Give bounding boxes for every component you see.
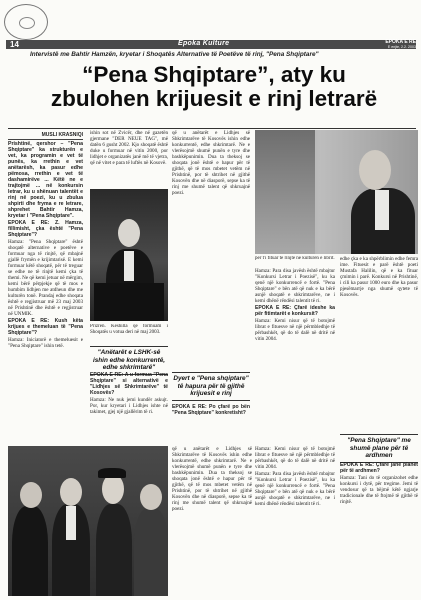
- column-5-text: edhe çka e ka shpërblimin edhe femra ime. Fituesit e parë është poeti Mustafa Halilin, që e ka fituar çmimin i parë. Konkursi në Prishtinë, i cili ka pasur 1000 euro dhe ka pasur pjesëmarrje nga shumë qytete të Kosovës.: [340, 256, 418, 298]
- column-1-answer-1: Hamza: "Pena Shqiptare" është shoqatë alternative e poetëve e formuar nga të rinjtë, që mbajnë gjallë frymën e krijimtarisë. E kemi formuar këtë shoqatë, për të treguar se edhe ne të rinjtë kemi çka të themi. Ne që kemi jetuar në mërgim, kemi bërë përpjekje që të mos e humbim lidhjen me atdheun dhe me kulturën tonë. Prandaj edhe shoqata është e regjistruar më 23 maj 2003 në Prishtinë dhe është e regjistruar në UNMIK.: [8, 239, 83, 317]
- column-1-question-2: EPOKA E RE: Kush këta krijues e themeluan të "Pena Shqiptare"?: [8, 318, 83, 336]
- column-4: [255, 268, 335, 444]
- column-2-bottom: [90, 372, 168, 444]
- portrait-photo-caption: për t'i fituar të rinjtë në kulturën e librit.: [255, 256, 335, 261]
- pull-quote-1: "Anëtarët e LSHK-së ishin edhe konkurrentë, edhe shkrimtarë": [90, 346, 168, 375]
- speaker-photo-caption: Prizren. Këshilla që formuam i Shoqatës u votua deri në maj 2003.: [90, 324, 168, 335]
- section-name: Epoka Kulture: [178, 40, 230, 47]
- pull-quote-3: "Pena Shqiptare" me shumë plane për të ardhmen: [340, 434, 418, 463]
- column-5: [340, 256, 418, 432]
- column-4-answer: Hamza: Kemi nisur që të botojmë librat e fituesve në një përmbledhje të përbashkët, që do të dalë në dritë në vitin 2004.: [255, 318, 335, 342]
- column-5-bottom: [340, 462, 418, 596]
- column-4-question: EPOKA E RE: Çfarë ideshe ka për fitimtarët e konkursit?: [255, 305, 335, 317]
- column-1: [8, 141, 83, 444]
- masthead: [382, 40, 416, 49]
- column-4-lower-text: Hamza: Para disa javësh është mbajtur "Konkursi Letrar i Poezisë", ku ka qenë një konkurrencë e fortë. "Pena Shqiptare" e bën atë që nuk e ka bërë asnjë shoqatë e shkrimtarëve, ne i kemi dhënë rëndësi talentit të ri.: [255, 471, 335, 507]
- portrait-photo: [255, 130, 418, 254]
- headline-line-1: “Pena Shqiptare”, aty ku: [82, 62, 346, 87]
- column-2-text: ishin sot në Zvicër, dhe në gazetën gjermane "DER NEUE TAG", më datën 6 gusht 2002. Kjo shoqatë është duke u formuar në vitin 2000, por lidhjet e organizatës janë më të vjetra, që në vitet e para të luftës në Kosovë.: [90, 130, 168, 166]
- column-4-lower: [255, 446, 335, 596]
- column-4-text: Hamza: Para disa javësh është mbajtur "Konkursi Letrar i Poezisë", ku ka qenë një konkurrencë e fortë. "Pena Shqiptare" e bën atë që nuk e ka bërë asnjë shoqatë e shkrimtarëve, ne i kemi dhënë rëndësi talentit të ri.: [255, 268, 335, 304]
- pull-quote-2: Dyert e "Pena shqiptare" të hapura për të gjithë krijuesit e rinj: [172, 372, 250, 401]
- page-number: 14: [10, 40, 19, 49]
- article-headline: [14, 63, 414, 111]
- column-2-answer: Hamza: Ne nuk jemi kundër askujt. Por, kur kryetari i Lidhjes ishte në takimet, gjej një gjallërim të ri.: [90, 397, 168, 415]
- column-3-lower-text: që u anëtarët e Lidhjes së Shkrimtarëve të Kosovës ishin edhe konkurrentë, edhe shkrimtarë. Ne e vlerësojmë shumë punën e tyre dhe bashkëpunimin. Dua ta theksoj se shoqata jonë është e hapur për të gjithë, që të mos mbetet vetëm në Prishtinë, por të shtrihet në gjithë Kosovën dhe në diasporë, sepse ka të rinj me shumë talent që shkruajnë poezi.: [172, 446, 252, 512]
- column-3-question: EPOKA E RE: Po çfarë po bën "Pena Shqiptare" konkretisht?: [172, 404, 250, 416]
- headline-line-2: zbulohen krijuesit e rinj letrarë: [50, 86, 378, 111]
- column-2-top: [90, 130, 168, 188]
- column-5-answer: Hamza: Tani do të organizohet edhe konkursi i dytë, për tregime. Jemi të vendosur që ta bëjmë këtë ngjarje tradicionale dhe të ftojmë të gjithë të rinjtë.: [340, 475, 418, 505]
- masthead-title: EPOKA E RE: [385, 39, 416, 45]
- column-4-lower-answer: Hamza: Kemi nisur që të botojmë librat e fituesve në një përmbledhje të përbashkët, që do të dalë në dritë në vitin 2004.: [255, 446, 335, 470]
- column-1-answer-2: Hamza: Iniciatorë e themeluesit e "Pena Shqiptare" ishin tetë.: [8, 337, 83, 349]
- column-2-question: EPOKA E RE: A u formua "Pena Shqiptare" si alternativë e "Lidhjes së Shkrimtarëve" të Kosovës?: [90, 372, 168, 396]
- speaker-photo: [90, 189, 168, 321]
- column-1-question-1: EPOKA E RE: Z. Hamza, fillimisht, çka është "Pena Shqiptare"?: [8, 220, 83, 238]
- column-3-bottom: [172, 404, 250, 444]
- masthead-date: E enjte, 2.2. 2003: [387, 44, 416, 49]
- article-kicker: Intervistë me Bahtir Hamzën, kryetar i Shoqatës Alternative të Poetëve të rinj, "Pena Shqiptare": [30, 51, 319, 58]
- group-photo: [8, 446, 168, 596]
- byline: MUSLI KRASNIQI: [8, 132, 83, 140]
- headline-rule: [8, 128, 416, 129]
- column-5-question: EPOKA E RE: Çfare janë planet për të ardhmen?: [340, 462, 418, 474]
- column-3-lower: [172, 446, 252, 596]
- column-3: [172, 130, 250, 368]
- column-1-intro: Prishtinë, qershor – "Pena Shqiptare" ka strukturën e vet, ka programin e vet të punës, ka rrethin e vet anëtarësh, ka pasur edhe pëmosa, rrethin e vet të dashamirëve ... Këtë ne e trajtojmë ... në konkursin letrar, ku u shënuan talentët e rinj në poezi, ku u zbulua shpirti dhe fryma e re letrare, shprehet Bahtir Hamza, kryetar i "Pena Shqiptare".: [8, 141, 83, 219]
- column-3-text: që u anëtarët e Lidhjes së Shkrimtarëve të Kosovës ishin edhe konkurrentë, edhe shkrimtarë. Ne e vlerësojmë shumë punën e tyre dhe bashkëpunimin. Dua ta theksoj se shoqata jonë është e hapur për të gjithë, që të mos mbetet vetëm në Prishtinë, por të shtrihet në gjithë Kosovën dhe në diasporë, sepse ka të rinj me shumë talent që shkruajnë poezi.: [172, 130, 250, 196]
- archive-stamp-icon: [4, 4, 48, 40]
